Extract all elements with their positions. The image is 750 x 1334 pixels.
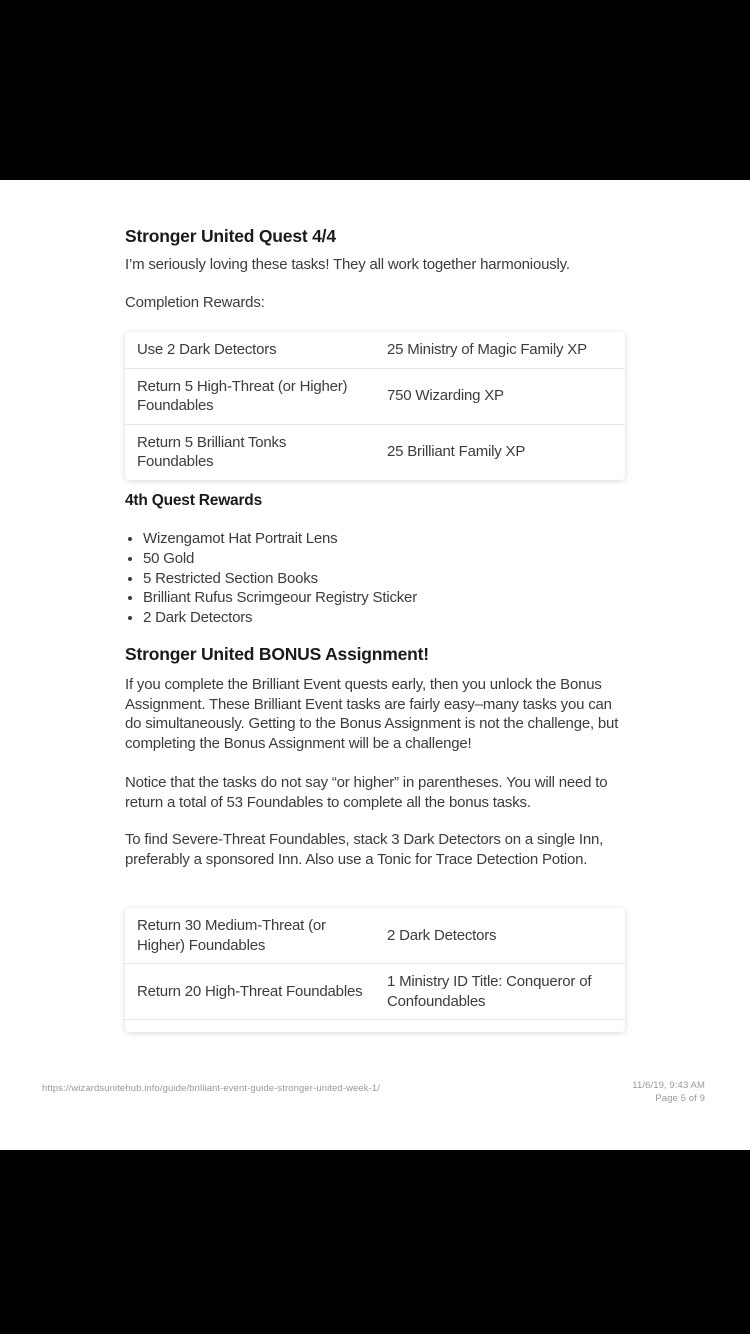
list-item: • Wizengamot Hat Portrait Lens (143, 529, 645, 549)
task-cell: Return 30 Medium-Threat (or Higher) Foundables (137, 917, 326, 954)
table-row (125, 332, 625, 369)
task-cell: Return 5 Brilliant Tonks Foundables (137, 433, 287, 470)
task-cell (125, 1020, 375, 1032)
table-row (125, 425, 625, 480)
footer-source-url: https://wizardsunitehub.info/guide/brilliant-event-guide-stronger-united-week-1/ (42, 1083, 381, 1094)
bonus-paragraph-1: If you complete the Brilliant Event quests early, then you unlock the Bonus Assignment. These Brilliant Event tasks are fairly easy–many tasks you can do simultaneously. Getting to the Bonus Assignment is not the challenge, but completing the Bonus Assignment will be a challenge! (125, 676, 619, 752)
table-row-partial (125, 1020, 625, 1032)
reward-cell: 750 Wizarding XP (387, 387, 504, 405)
table-row (125, 908, 625, 964)
quest-intro: I’m seriously loving these tasks! They all work together harmoniously. (125, 256, 570, 273)
bonus-paragraph-2: Notice that the tasks do not say “or higher” in parentheses. You will need to return a total of 53 Foundables to complete all the bonus tasks. (125, 774, 608, 811)
footer-page-number: Page 5 of 9 (655, 1092, 705, 1104)
list-item: • Brilliant Rufus Scrimgeour Registry Sticker (143, 588, 645, 608)
bonus-tasks-table (125, 908, 625, 1032)
bonus-paragraph-3: To find Severe-Threat Foundables, stack 3 Dark Detectors on a single Inn, preferably a sponsored Inn. Also use a Tonic for Trace Detection Potion. (125, 831, 604, 868)
task-cell: Use 2 Dark Detectors (137, 341, 277, 358)
reward-cell: 2 Dark Detectors (387, 926, 497, 944)
reward-cell: 25 Ministry of Magic Family XP (387, 341, 587, 358)
bonus-heading: Stronger United BONUS Assignment! (125, 644, 429, 664)
quest-rewards-heading: 4th Quest Rewards (125, 492, 263, 509)
letterbox-bottom (0, 1150, 750, 1334)
pdf-page (0, 180, 750, 1150)
reward-cell (375, 1020, 625, 1032)
quest-heading: Stronger United Quest 4/4 (125, 226, 336, 246)
reward-cell: 1 Ministry ID Title: Conqueror of Confoundables (387, 973, 592, 1010)
task-cell: Return 5 High-Threat (or Higher) Foundables (137, 377, 348, 414)
table-row (125, 369, 625, 425)
reward-cell: 25 Brilliant Family XP (387, 443, 526, 461)
task-cell: Return 20 High-Threat Foundables (137, 982, 363, 1000)
list-item: • 2 Dark Detectors (143, 608, 645, 628)
footer-datetime: 11/6/19, 9:43 AM (632, 1080, 705, 1091)
quest-rewards-list (125, 529, 645, 628)
letterbox-top (0, 0, 750, 180)
completion-rewards-table (125, 332, 625, 480)
footer-meta (632, 1080, 705, 1105)
list-item: • 5 Restricted Section Books (143, 569, 645, 589)
list-item: • 50 Gold (143, 549, 645, 569)
table-row (125, 964, 625, 1020)
completion-rewards-label: Completion Rewards: (125, 294, 265, 311)
